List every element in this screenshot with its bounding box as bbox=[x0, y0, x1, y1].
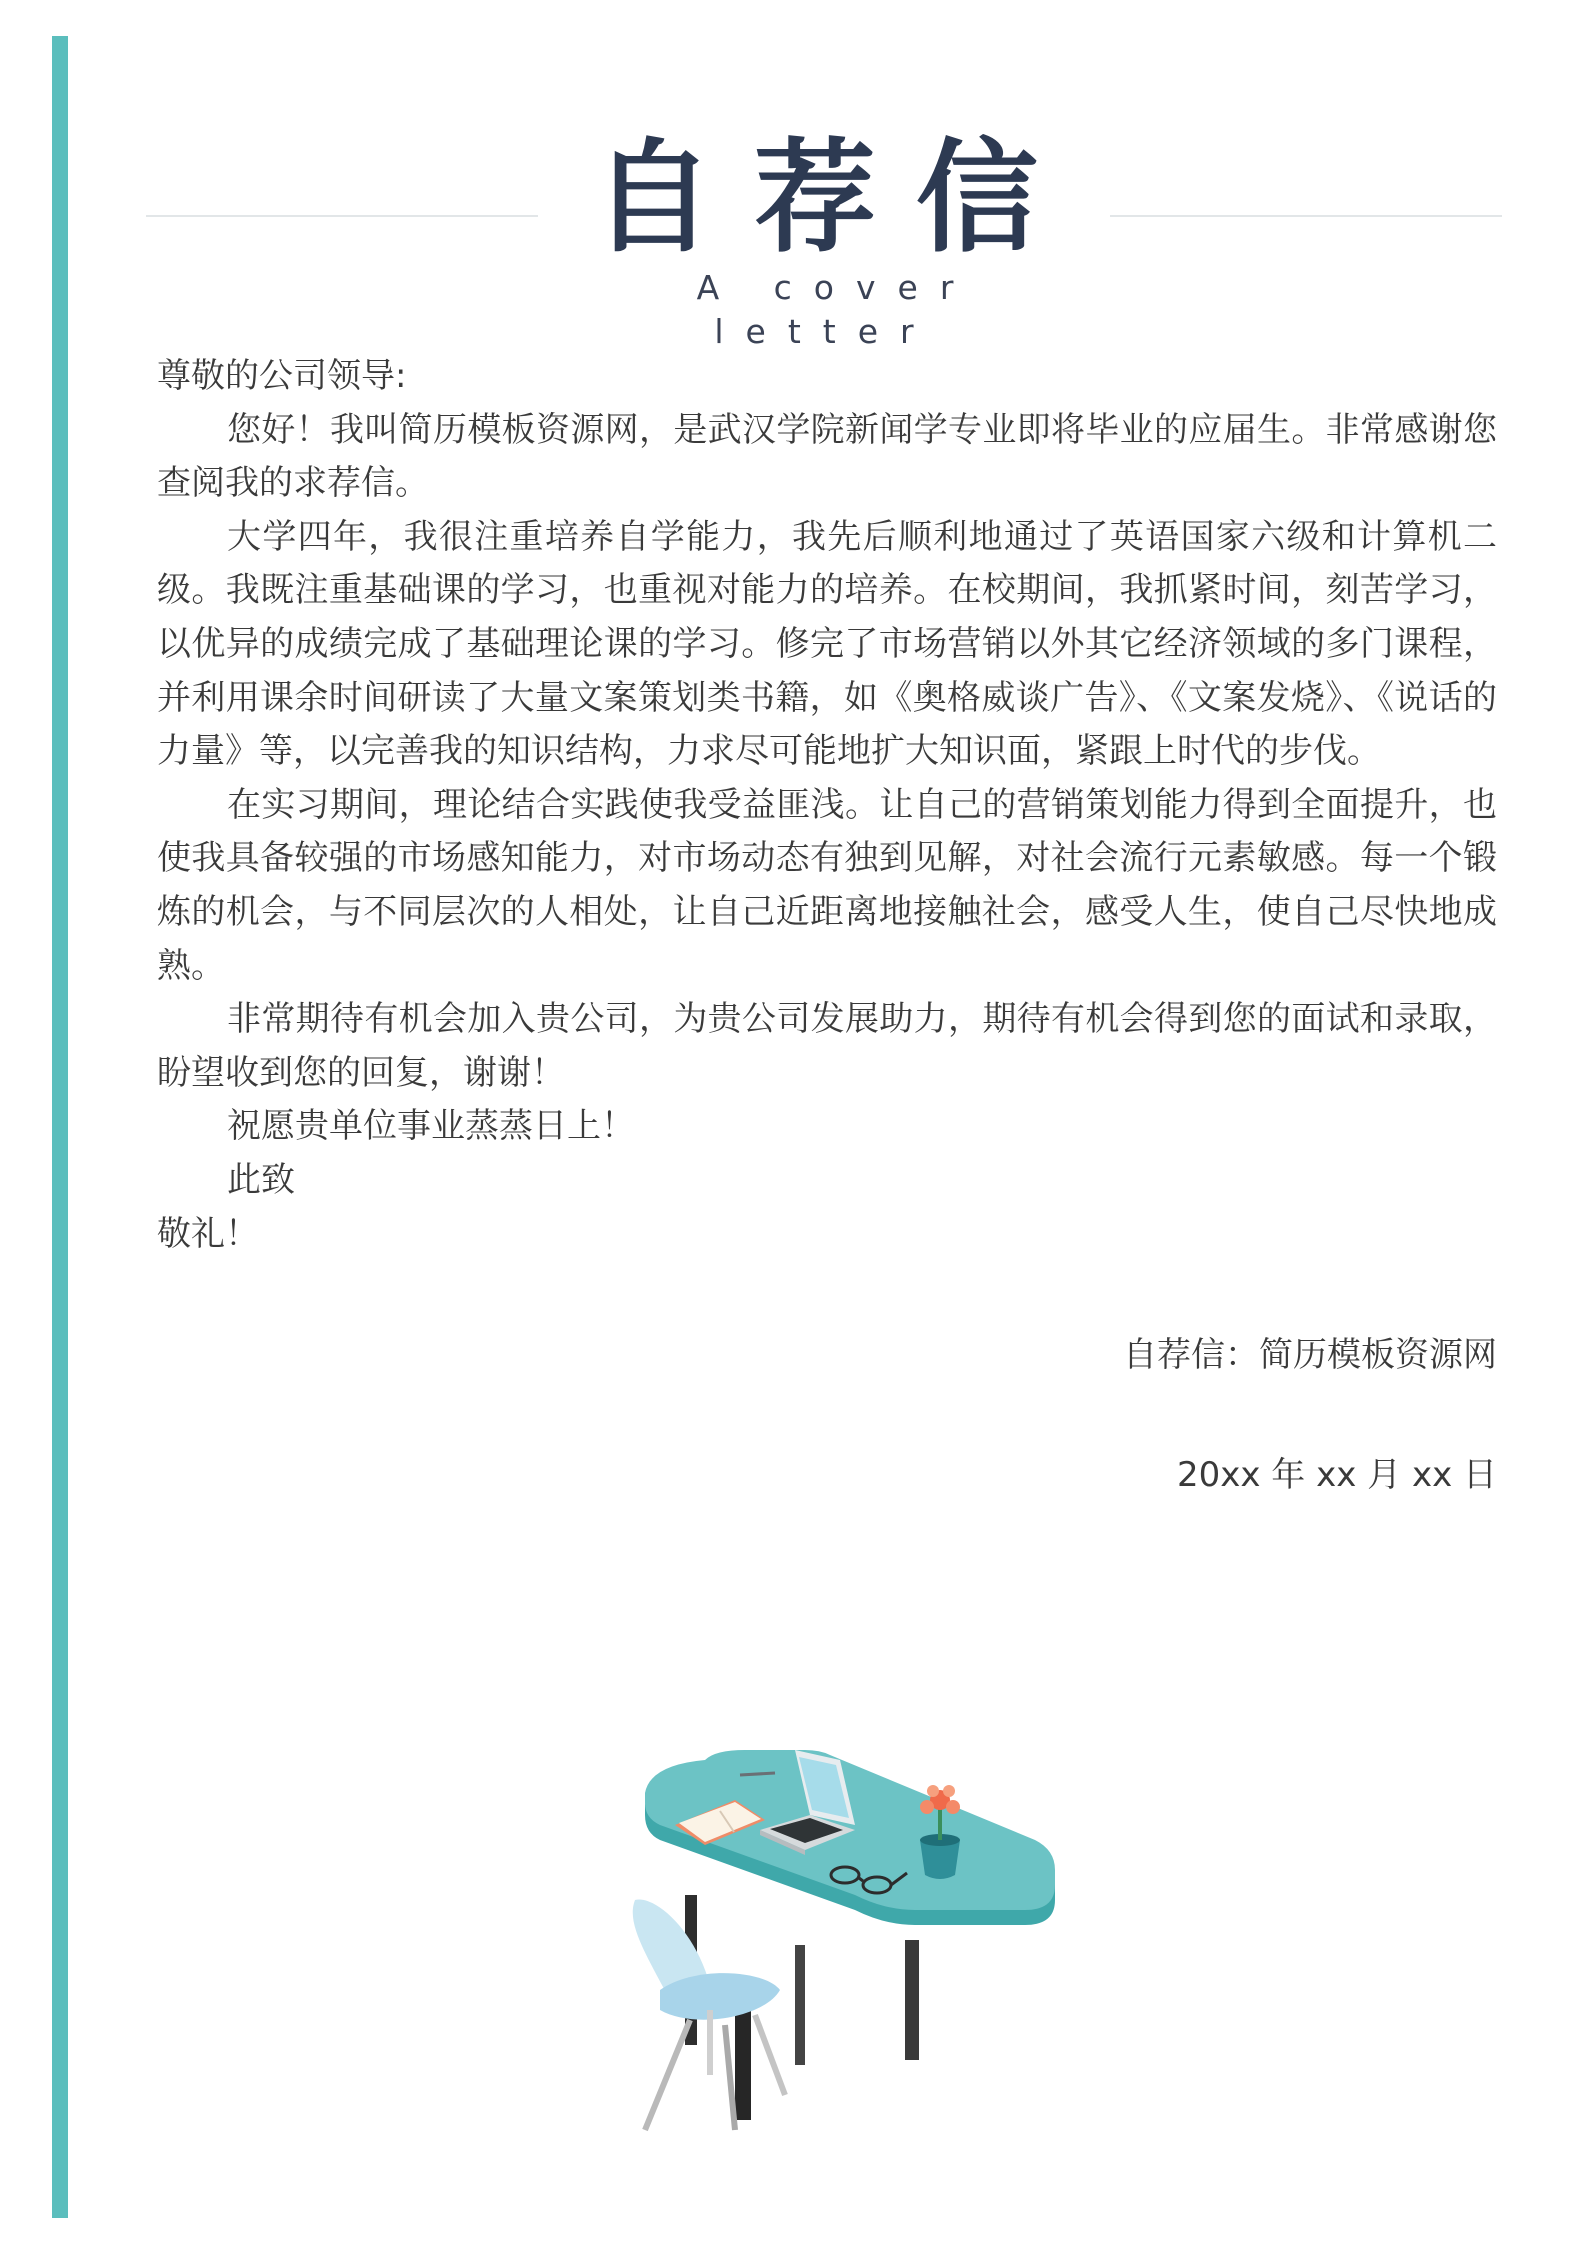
page-title: 自荐信 bbox=[592, 127, 1078, 269]
signature-line: 自荐信：简历模板资源网 bbox=[1123, 1335, 1497, 1375]
title-divider-right bbox=[1110, 215, 1502, 217]
title-divider-left bbox=[146, 215, 538, 217]
left-accent-bar bbox=[52, 36, 68, 2218]
paragraph-education: 大学四年，我很注重培养自学能力，我先后顺利地通过了英语国家六级和计算机二级。我既注重基础课的学习，也重视对能力的培养。在校期间，我抓紧时间，刻苦学习，以优异的成绩完成了基础理论课的学习。修完了市场营销以外其它经济领域的多门课程，并利用课余时间研读了大量文案策划类书籍，如《奥格威谈广告》、《文案发烧》、《说话的力量》等，以完善我的知识结构，力求尽可能地扩大知识面，紧跟上时代的步伐。 bbox=[157, 516, 1497, 772]
chair bbox=[633, 1900, 785, 2130]
salutation: 尊敬的公司领导: bbox=[157, 356, 407, 396]
pen-icon bbox=[740, 1773, 775, 1775]
paragraph-internship: 在实习期间，理论结合实践使我受益匪浅。让自己的营销策划能力得到全面提升，也使我具备较强的市场感知能力，对市场动态有独到见解，对社会流行元素敏感。每一个锻炼的机会，与不同层次的人相处，让自己近距离地接触社会，感受人生，使自己尽快地成熟。 bbox=[157, 784, 1497, 986]
closing-line: 此致 bbox=[227, 1159, 295, 1200]
letter-body bbox=[157, 350, 1497, 1261]
paragraph-expectation: 非常期待有机会加入贵公司，为贵公司发展助力，期待有机会得到您的面试和录取，盼望收到您的回复，谢谢！ bbox=[157, 999, 1497, 1093]
regards-line: 敬礼！ bbox=[157, 1213, 259, 1254]
wish-line: 祝愿贵单位事业蒸蒸日上！ bbox=[227, 1106, 635, 1147]
date-line: 20xx 年 xx 月 xx 日 bbox=[1176, 1455, 1497, 1495]
page-subtitle: A cover letter bbox=[696, 268, 976, 351]
paragraph-greeting: 您好！我叫简历模板资源网，是武汉学院新闻学专业即将毕业的应届生。非常感谢您查阅我的求荐信。 bbox=[157, 409, 1497, 504]
desk-illustration bbox=[615, 1745, 1075, 2205]
